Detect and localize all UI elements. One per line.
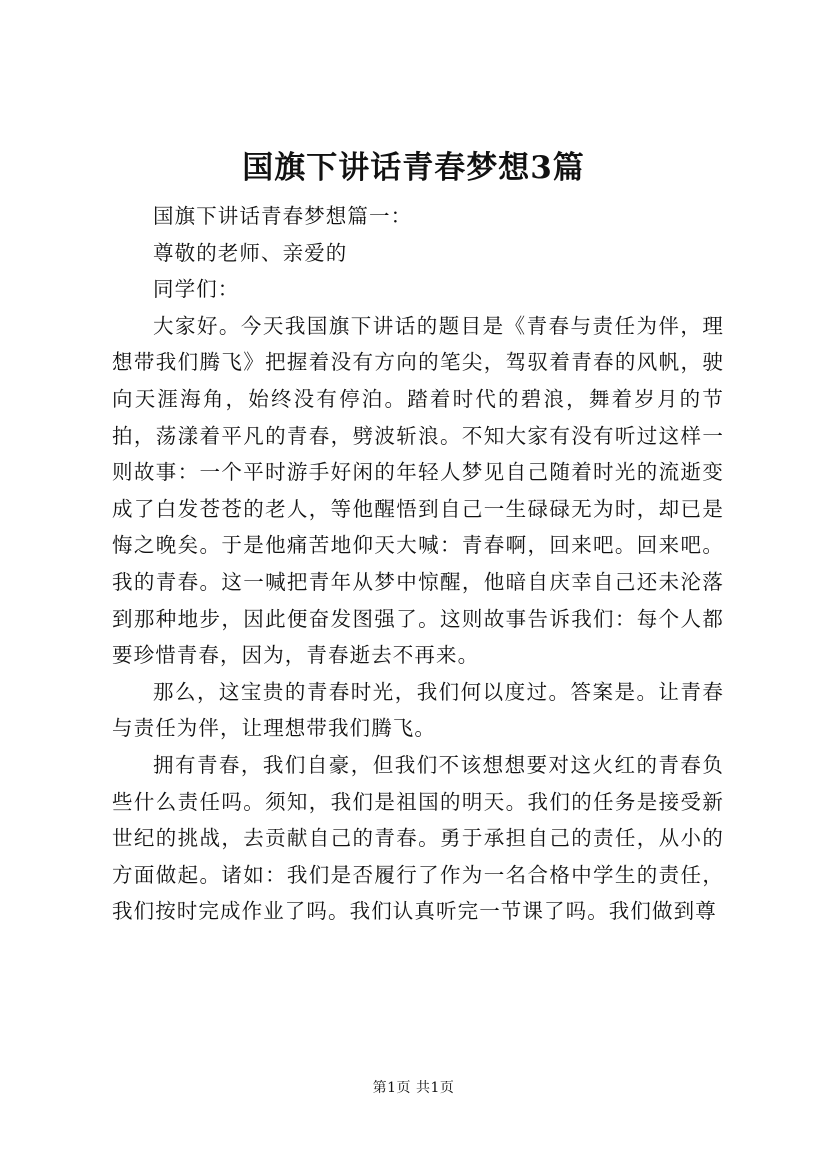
paragraph-heading: 国旗下讲话青春梦想篇一： (153, 204, 413, 228)
paragraph-salutation-1: 尊敬的老师、亲爱的 (153, 240, 348, 265)
paragraph-body-3: 拥有青春，我们自豪，但我们不该想想要对这火红的青春负些什么责任吗。须知，我们是祖国的明天。我们的任务是接受新世纪的挑战，去贡献自己的青春。勇于承担自己的责任，从小的方面做起。诸如：我们是否履行了作为一名合格中学生的责任，我们按时完成作业了吗。我们认真听完一节课了吗。我们做到尊 (112, 752, 724, 924)
page-footer: 第1页 共1页 (372, 1080, 455, 1096)
document-body (112, 198, 724, 930)
paragraph-salutation-2: 同学们： (153, 277, 240, 302)
paragraph-body-1: 大家好。今天我国旗下讲话的题目是《青春与责任为伴，理想带我们腾飞》把握着没有方向的笔尖，驾驭着青春的风帆，驶向天涯海角，始终没有停泊。踏着时代的碧浪，舞着岁月的节拍，荡漾着平凡的青春，劈波斩浪。不知大家有没有听过这样一则故事：一个平时游手好闲的年轻人梦见自己随着时光的流逝变成了白发苍苍的老人，等他醒悟到自己一生碌碌无为时，却已是悔之晚矣。于是他痛苦地仰天大喊：青春啊，回来吧。回来吧。我的青春。这一喊把青年从梦中惊醒，他暗自庆幸自己还未沦落到那种地步，因此便奋发图强了。这则故事告诉我们：每个人都要珍惜青春，因为，青春逝去不再来。 (112, 313, 724, 668)
paragraph-body-2: 那么，这宝贵的青春时光，我们何以度过。答案是。让青春与责任为伴，让理想带我们腾飞。 (112, 679, 724, 741)
document-title: 国旗下讲话青春梦想3篇 (242, 150, 585, 186)
